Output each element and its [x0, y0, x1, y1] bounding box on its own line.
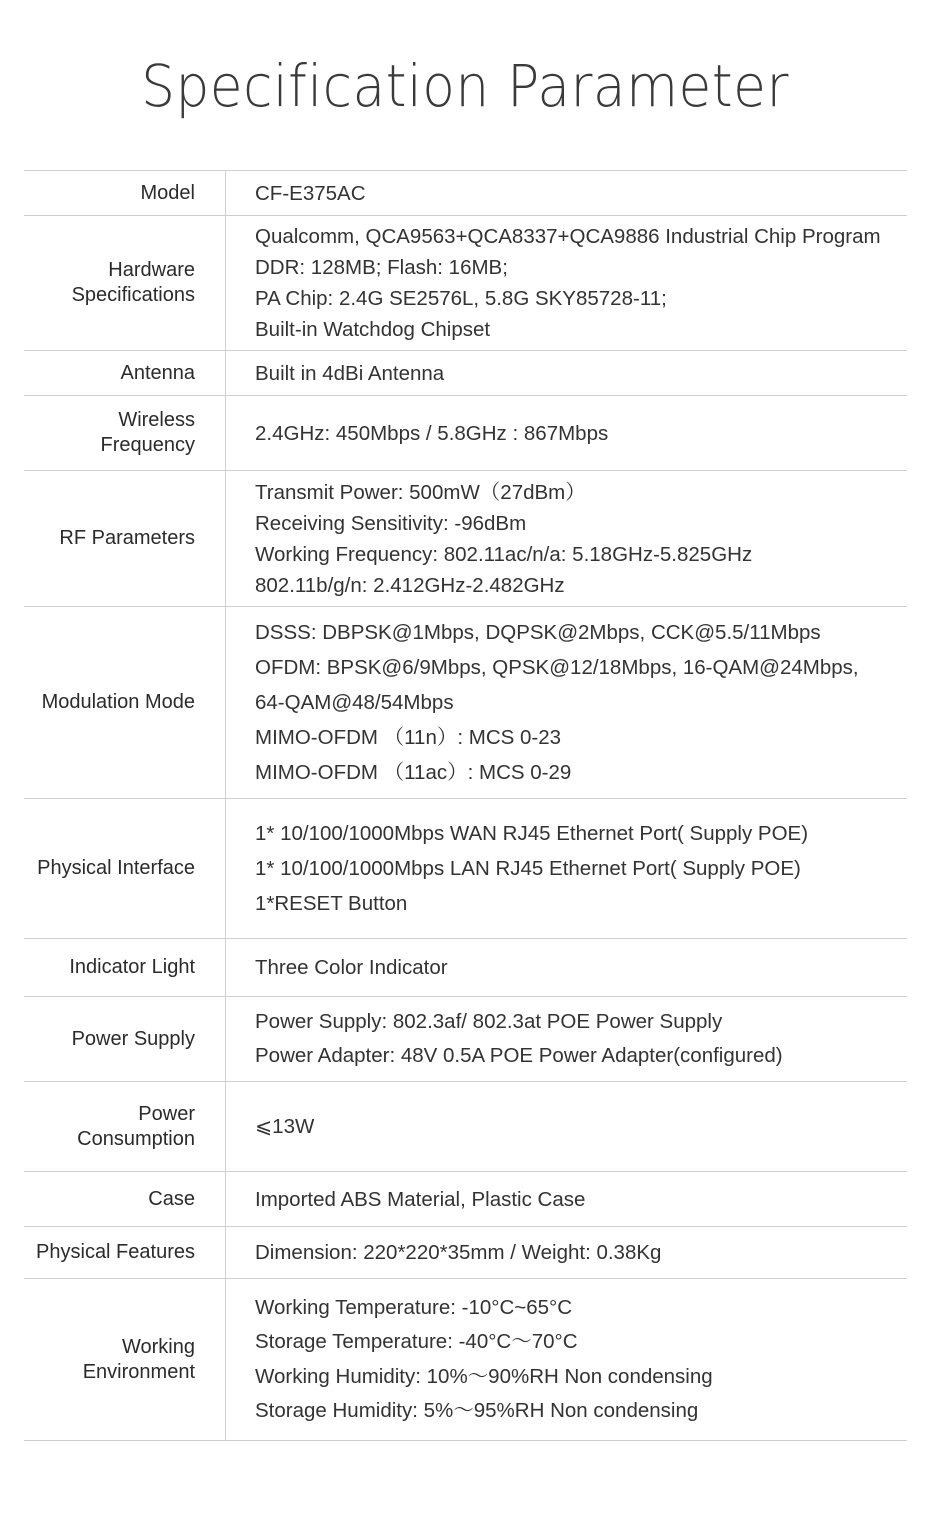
spec-row-case: [24, 1172, 907, 1227]
spec-value: [226, 1279, 907, 1440]
spec-line: Working Temperature: -10°C~65°C: [255, 1295, 573, 1319]
spec-row-power-consumption: [24, 1082, 907, 1172]
spec-line: Working Humidity: 10%～90%RH Non condensing: [255, 1364, 713, 1388]
spec-table: [24, 170, 907, 1441]
spec-line: Built in 4dBi Antenna: [255, 361, 445, 385]
spec-value: [226, 216, 907, 350]
spec-line: DSSS: DBPSK@1Mbps, DQPSK@2Mbps, CCK@5.5/11Mbps: [255, 621, 821, 644]
spec-row-wireless-frequency: [24, 396, 907, 471]
spec-line: Qualcomm, QCA9563+QCA8337+QCA9886 Industrial Chip Program: [255, 225, 881, 248]
spec-line: Dimension: 220*220*35mm / Weight: 0.38Kg: [255, 1241, 662, 1264]
spec-line: OFDM: BPSK@6/9Mbps, QPSK@12/18Mbps, 16-QAM@24Mbps,: [255, 656, 859, 679]
spec-row-physical-interface: [24, 799, 907, 939]
spec-row-power-supply: [24, 997, 907, 1082]
spec-label: RF Parameters: [24, 471, 226, 606]
spec-label: Model: [24, 171, 226, 215]
spec-line: 2.4GHz: 450Mbps / 5.8GHz : 867Mbps: [255, 421, 609, 445]
spec-line: Three Color Indicator: [255, 956, 448, 979]
spec-line: 1* 10/100/1000Mbps WAN RJ45 Ethernet Port( Supply POE): [255, 822, 809, 845]
spec-line: Storage Temperature: -40°C～70°C: [255, 1330, 578, 1353]
spec-line: Power Adapter: 48V 0.5A POE Power Adapter(configured): [255, 1044, 783, 1067]
spec-value: [226, 1172, 907, 1226]
spec-line: MIMO-OFDM （11n）: MCS 0-23: [255, 726, 562, 749]
spec-line: ⩽13W: [255, 1115, 315, 1138]
spec-label: Working Environment: [24, 1279, 226, 1440]
spec-label: Power Supply: [24, 997, 226, 1081]
spec-line: 64-QAM@48/54Mbps: [255, 691, 454, 714]
spec-label: Indicator Light: [24, 939, 226, 996]
spec-row-model: [24, 171, 907, 216]
spec-row-rf-parameters: [24, 471, 907, 607]
spec-label: Physical Features: [24, 1227, 226, 1278]
spec-label: Case: [24, 1172, 226, 1226]
spec-line: 1* 10/100/1000Mbps LAN RJ45 Ethernet Port( Supply POE): [255, 857, 801, 880]
spec-label: Wireless Frequency: [24, 396, 226, 470]
spec-line: CF-E375AC: [255, 181, 366, 205]
spec-value: [226, 351, 907, 395]
spec-value: [226, 1082, 907, 1171]
spec-line: Imported ABS Material, Plastic Case: [255, 1187, 586, 1211]
spec-value: [226, 471, 907, 606]
spec-label: Modulation Mode: [24, 607, 226, 798]
spec-value: [226, 396, 907, 470]
spec-row-antenna: [24, 351, 907, 396]
spec-line: Receiving Sensitivity: -96dBm: [255, 511, 527, 535]
spec-line: Built-in Watchdog Chipset: [255, 318, 491, 341]
spec-row-hardware: [24, 216, 907, 351]
spec-line: PA Chip: 2.4G SE2576L, 5.8G SKY85728-11;: [255, 287, 667, 310]
spec-line: Power Supply: 802.3af/ 802.3at POE Power Supply: [255, 1010, 723, 1033]
spec-value: [226, 939, 907, 996]
spec-label: Antenna: [24, 351, 226, 395]
spec-value: [226, 1227, 907, 1278]
spec-line: Working Frequency: 802.11ac/n/a: 5.18GHz-5.825GHz: [255, 542, 753, 566]
spec-line: Storage Humidity: 5%～95%RH Non condensing: [255, 1399, 699, 1422]
spec-row-modulation-mode: [24, 607, 907, 799]
spec-value: [226, 607, 907, 798]
spec-value: [226, 171, 907, 215]
spec-line: MIMO-OFDM （11ac）: MCS 0-29: [255, 761, 572, 784]
spec-line: DDR: 128MB; Flash: 16MB;: [255, 256, 508, 279]
spec-value: [226, 799, 907, 938]
spec-line: Transmit Power: 500mW（27dBm）: [255, 480, 586, 504]
spec-label: Physical Interface: [24, 799, 226, 938]
spec-row-indicator-light: [24, 939, 907, 997]
spec-row-working-environment: [24, 1279, 907, 1441]
spec-label: Hardware Specifications: [24, 216, 226, 350]
spec-value: [226, 997, 907, 1081]
spec-label: Power Consumption: [24, 1082, 226, 1171]
spec-row-physical-features: [24, 1227, 907, 1279]
spec-line: 1*RESET Button: [255, 892, 408, 915]
page-title: Specification Parameter: [141, 52, 789, 120]
spec-line: 802.11b/g/n: 2.412GHz-2.482GHz: [255, 573, 565, 597]
